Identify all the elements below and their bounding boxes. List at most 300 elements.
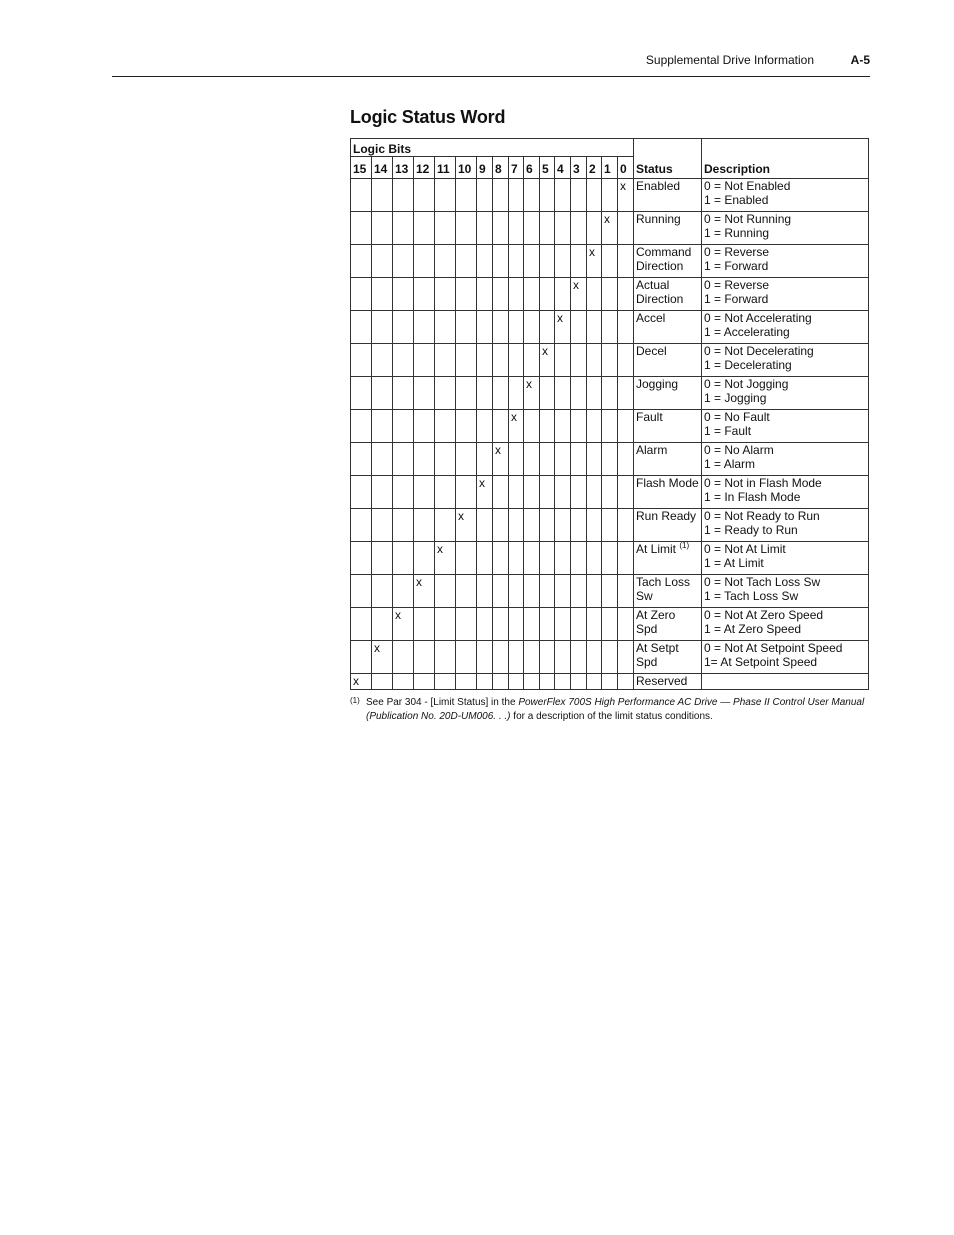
- bit-cell-7: [509, 278, 524, 311]
- bit-cell-15: [351, 344, 372, 377]
- bit-cell-4: [555, 179, 571, 212]
- bit-cell-3: [571, 476, 587, 509]
- description-line: 0 = Not Ready to Run: [704, 509, 820, 523]
- bit-mark: x: [372, 641, 393, 674]
- bit-cell-13: [393, 179, 414, 212]
- bit-cell-11: [435, 410, 456, 443]
- bit-cell-7: [509, 674, 524, 690]
- bit-cell-1: [602, 179, 618, 212]
- table-row: [351, 443, 869, 476]
- bit-cell-9: [477, 179, 493, 212]
- status-label: Jogging: [636, 377, 679, 391]
- bit-cell-7: [509, 509, 524, 542]
- bit-cell-4: [555, 509, 571, 542]
- bit-cell-0: [618, 443, 634, 476]
- bit-cell-9: [477, 608, 493, 641]
- bit-header-15: 15: [351, 157, 372, 179]
- bit-cell-1: [602, 476, 618, 509]
- bit-cell-15: [351, 641, 372, 674]
- table-row: [351, 674, 869, 690]
- bit-header-0: 0: [618, 157, 634, 179]
- bit-cell-8: [493, 245, 509, 278]
- status-label: Accel: [636, 311, 666, 325]
- status-cell: [634, 476, 702, 509]
- bit-cell-13: [393, 674, 414, 690]
- bit-cell-8: [493, 344, 509, 377]
- bit-cell-12: [414, 377, 435, 410]
- bit-header-8: 8: [493, 157, 509, 179]
- bit-cell-11: [435, 245, 456, 278]
- description-cell: [702, 344, 869, 377]
- bit-cell-1: [602, 344, 618, 377]
- bit-cell-13: [393, 278, 414, 311]
- bit-cell-0: [618, 344, 634, 377]
- bit-cell-1: [602, 443, 618, 476]
- table-row: [351, 641, 869, 674]
- description-cell: [702, 245, 869, 278]
- bit-cell-7: [509, 542, 524, 575]
- logic-status-table: [350, 138, 869, 690]
- bit-cell-1: [602, 575, 618, 608]
- bit-header-6: 6: [524, 157, 540, 179]
- bit-cell-10: [456, 641, 477, 674]
- bit-cell-6: [524, 278, 540, 311]
- bit-cell-7: [509, 212, 524, 245]
- bit-cell-9: [477, 509, 493, 542]
- bit-cell-12: [414, 608, 435, 641]
- description-line: 0 = Not Running: [704, 212, 792, 226]
- description-cell: [702, 542, 869, 575]
- bit-cell-7: [509, 344, 524, 377]
- bit-cell-3: [571, 542, 587, 575]
- bit-cell-5: [540, 443, 555, 476]
- bit-cell-5: [540, 179, 555, 212]
- bit-cell-2: [587, 476, 602, 509]
- bit-cell-6: [524, 179, 540, 212]
- bit-cell-6: [524, 542, 540, 575]
- bit-cell-1: [602, 608, 618, 641]
- bit-cell-9: [477, 674, 493, 690]
- footnote-manual-title: PowerFlex 700S High Performance AC Drive — Phase II Control User Manual (Publication No. 20D-UM006. . .): [366, 697, 865, 722]
- bit-cell-13: [393, 311, 414, 344]
- bit-mark: x: [435, 542, 456, 575]
- description-line: 0 = Not in Flash Mode: [704, 476, 822, 490]
- description-header: Description: [702, 157, 869, 179]
- bit-cell-9: [477, 542, 493, 575]
- bit-cell-8: [493, 509, 509, 542]
- bit-cell-2: [587, 608, 602, 641]
- table-row: [351, 179, 869, 212]
- footnote-ref: (1): [679, 541, 690, 550]
- bit-cell-0: [618, 410, 634, 443]
- bit-cell-11: [435, 476, 456, 509]
- bit-header-9: 9: [477, 157, 493, 179]
- description-line: 0 = Not Enabled: [704, 179, 791, 193]
- bit-cell-15: [351, 278, 372, 311]
- bit-cell-9: [477, 311, 493, 344]
- footnote-text-after: for a description of the limit status conditions.: [510, 711, 713, 722]
- description-cell: [702, 377, 869, 410]
- bit-cell-4: [555, 377, 571, 410]
- status-label: Tach Loss Sw: [636, 575, 691, 603]
- bit-cell-10: [456, 344, 477, 377]
- status-cell: [634, 344, 702, 377]
- bit-cell-12: [414, 212, 435, 245]
- bit-cell-10: [456, 443, 477, 476]
- status-label: Actual Direction: [636, 278, 684, 306]
- description-cell: [702, 674, 869, 690]
- bit-cell-0: [618, 476, 634, 509]
- description-cell: [702, 575, 869, 608]
- bit-cell-3: [571, 344, 587, 377]
- description-cell: [702, 476, 869, 509]
- bit-cell-13: [393, 212, 414, 245]
- bit-cell-12: [414, 344, 435, 377]
- bit-cell-5: [540, 542, 555, 575]
- bit-cell-14: [372, 575, 393, 608]
- table-row: [351, 509, 869, 542]
- table-row: [351, 344, 869, 377]
- description-line: 1 = Tach Loss Sw: [704, 589, 799, 603]
- bit-cell-2: [587, 641, 602, 674]
- bit-cell-14: [372, 377, 393, 410]
- bit-cell-13: [393, 641, 414, 674]
- bit-cell-10: [456, 245, 477, 278]
- status-cell: [634, 245, 702, 278]
- bit-cell-15: [351, 575, 372, 608]
- bit-cell-13: [393, 377, 414, 410]
- bit-cell-4: [555, 278, 571, 311]
- description-cell: [702, 509, 869, 542]
- bit-cell-0: [618, 278, 634, 311]
- status-cell: [634, 410, 702, 443]
- bit-header-4: 4: [555, 157, 571, 179]
- bit-cell-5: [540, 575, 555, 608]
- description-line: 1 = Forward: [704, 259, 769, 273]
- header-divider: [112, 76, 870, 77]
- bit-cell-1: [602, 278, 618, 311]
- description-line: 0 = Reverse: [704, 245, 770, 259]
- bit-cell-11: [435, 311, 456, 344]
- bit-cell-14: [372, 476, 393, 509]
- bit-mark: x: [456, 509, 477, 542]
- bit-cell-9: [477, 443, 493, 476]
- bit-cell-7: [509, 245, 524, 278]
- bit-cell-15: [351, 476, 372, 509]
- bit-cell-13: [393, 443, 414, 476]
- bit-cell-15: [351, 509, 372, 542]
- bit-cell-6: [524, 476, 540, 509]
- table-row: [351, 476, 869, 509]
- status-cell: [634, 377, 702, 410]
- bit-cell-6: [524, 311, 540, 344]
- bit-cell-2: [587, 443, 602, 476]
- table-row: [351, 608, 869, 641]
- bit-cell-8: [493, 608, 509, 641]
- description-line: 0 = Not Decelerating: [704, 344, 814, 358]
- bit-cell-5: [540, 377, 555, 410]
- description-line: 1 = Accelerating: [704, 325, 790, 339]
- bit-cell-14: [372, 278, 393, 311]
- status-label: Fault: [636, 410, 663, 424]
- bit-cell-12: [414, 245, 435, 278]
- status-label: Flash Mode: [636, 476, 699, 490]
- description-line: 1 = At Limit: [704, 556, 764, 570]
- bit-header-3: 3: [571, 157, 587, 179]
- bit-cell-0: [618, 377, 634, 410]
- bit-header-11: 11: [435, 157, 456, 179]
- bit-cell-6: [524, 509, 540, 542]
- bit-cell-2: [587, 278, 602, 311]
- bit-cell-11: [435, 377, 456, 410]
- bit-cell-3: [571, 443, 587, 476]
- bit-header-14: 14: [372, 157, 393, 179]
- bit-cell-7: [509, 377, 524, 410]
- bit-cell-8: [493, 575, 509, 608]
- bit-cell-11: [435, 344, 456, 377]
- bit-cell-4: [555, 443, 571, 476]
- bit-cell-1: [602, 641, 618, 674]
- footnote: [350, 696, 880, 724]
- bit-cell-0: [618, 575, 634, 608]
- bit-cell-0: [618, 674, 634, 690]
- bit-cell-6: [524, 674, 540, 690]
- bit-cell-15: [351, 311, 372, 344]
- bit-mark: x: [477, 476, 493, 509]
- bit-cell-1: [602, 377, 618, 410]
- bit-cell-5: [540, 608, 555, 641]
- bit-cell-8: [493, 542, 509, 575]
- bit-cell-14: [372, 410, 393, 443]
- bit-cell-3: [571, 311, 587, 344]
- bit-mark: x: [524, 377, 540, 410]
- description-cell: [702, 410, 869, 443]
- bit-cell-12: [414, 476, 435, 509]
- bit-cell-7: [509, 476, 524, 509]
- table-row: [351, 410, 869, 443]
- bit-cell-13: [393, 509, 414, 542]
- bit-cell-3: [571, 641, 587, 674]
- bit-cell-0: [618, 509, 634, 542]
- bit-mark: x: [602, 212, 618, 245]
- bit-cell-12: [414, 410, 435, 443]
- status-cell: [634, 608, 702, 641]
- table-row: [351, 377, 869, 410]
- bit-cell-2: [587, 575, 602, 608]
- bit-cell-6: [524, 212, 540, 245]
- bit-cell-4: [555, 542, 571, 575]
- description-cell: [702, 278, 869, 311]
- description-line: 1 = Jogging: [704, 391, 767, 405]
- bit-cell-13: [393, 245, 414, 278]
- status-cell: [634, 311, 702, 344]
- bit-cell-11: [435, 179, 456, 212]
- bit-cell-1: [602, 509, 618, 542]
- bit-header-7: 7: [509, 157, 524, 179]
- bit-cell-2: [587, 410, 602, 443]
- description-line: 1 = Enabled: [704, 193, 769, 207]
- bit-cell-15: [351, 179, 372, 212]
- bit-cell-3: [571, 674, 587, 690]
- bit-header-10: 10: [456, 157, 477, 179]
- bit-header-12: 12: [414, 157, 435, 179]
- bit-cell-7: [509, 443, 524, 476]
- status-cell: [634, 443, 702, 476]
- status-label: Reserved: [636, 674, 688, 688]
- table-row: [351, 212, 869, 245]
- description-header-top: [702, 139, 869, 157]
- bit-cell-0: [618, 542, 634, 575]
- bit-cell-2: [587, 542, 602, 575]
- bit-mark: x: [571, 278, 587, 311]
- bit-cell-14: [372, 443, 393, 476]
- status-cell: [634, 674, 702, 690]
- bit-cell-10: [456, 575, 477, 608]
- bit-cell-4: [555, 476, 571, 509]
- bit-cell-15: [351, 608, 372, 641]
- bit-cell-5: [540, 641, 555, 674]
- status-cell: [634, 575, 702, 608]
- description-cell: [702, 179, 869, 212]
- bit-cell-14: [372, 608, 393, 641]
- logic-bits-header: Logic Bits: [351, 139, 634, 157]
- bit-header-13: 13: [393, 157, 414, 179]
- bit-cell-3: [571, 575, 587, 608]
- bit-cell-4: [555, 212, 571, 245]
- description-cell: [702, 212, 869, 245]
- bit-cell-9: [477, 245, 493, 278]
- bit-cell-4: [555, 641, 571, 674]
- description-line: 0 = Not Tach Loss Sw: [704, 575, 821, 589]
- description-line: 0 = Reverse: [704, 278, 770, 292]
- bit-cell-2: [587, 674, 602, 690]
- bit-cell-7: [509, 575, 524, 608]
- bit-cell-0: [618, 608, 634, 641]
- bit-cell-9: [477, 575, 493, 608]
- description-line: 1 = Forward: [704, 292, 769, 306]
- description-cell: [702, 641, 869, 674]
- bit-cell-13: [393, 476, 414, 509]
- bit-cell-12: [414, 641, 435, 674]
- bit-cell-3: [571, 377, 587, 410]
- bit-cell-10: [456, 410, 477, 443]
- description-line: 1= At Setpoint Speed: [704, 655, 818, 669]
- bit-cell-5: [540, 311, 555, 344]
- bit-mark: x: [618, 179, 634, 212]
- bit-cell-2: [587, 179, 602, 212]
- bit-cell-3: [571, 212, 587, 245]
- bit-cell-10: [456, 179, 477, 212]
- bit-cell-10: [456, 311, 477, 344]
- bit-cell-1: [602, 245, 618, 278]
- bit-cell-10: [456, 674, 477, 690]
- bit-cell-10: [456, 377, 477, 410]
- bit-cell-5: [540, 410, 555, 443]
- bit-mark: x: [351, 674, 372, 690]
- status-header: Status: [634, 157, 702, 179]
- bit-cell-7: [509, 179, 524, 212]
- bit-cell-2: [587, 344, 602, 377]
- bit-cell-5: [540, 674, 555, 690]
- bit-cell-6: [524, 641, 540, 674]
- bit-cell-8: [493, 212, 509, 245]
- footnote-mark: (1): [350, 696, 360, 705]
- bit-cell-2: [587, 377, 602, 410]
- bit-header-2: 2: [587, 157, 602, 179]
- bit-cell-10: [456, 476, 477, 509]
- bit-mark: x: [414, 575, 435, 608]
- bit-cell-7: [509, 641, 524, 674]
- bit-cell-6: [524, 608, 540, 641]
- bit-cell-12: [414, 311, 435, 344]
- bit-cell-11: [435, 674, 456, 690]
- status-header-top: [634, 139, 702, 157]
- bit-cell-1: [602, 674, 618, 690]
- bit-cell-15: [351, 542, 372, 575]
- bit-cell-8: [493, 377, 509, 410]
- bit-cell-0: [618, 212, 634, 245]
- status-label: Running: [636, 212, 681, 226]
- bit-cell-14: [372, 674, 393, 690]
- footnote-text-before: See Par 304 - [Limit Status] in the: [366, 697, 519, 708]
- bit-cell-12: [414, 179, 435, 212]
- bit-cell-11: [435, 575, 456, 608]
- bit-cell-4: [555, 575, 571, 608]
- bit-cell-12: [414, 278, 435, 311]
- description-line: 0 = No Fault: [704, 410, 770, 424]
- description-line: 0 = No Alarm: [704, 443, 774, 457]
- bit-cell-3: [571, 245, 587, 278]
- bit-cell-9: [477, 641, 493, 674]
- description-line: 0 = Not At Limit: [704, 542, 786, 556]
- bit-cell-6: [524, 575, 540, 608]
- bit-cell-15: [351, 443, 372, 476]
- bit-cell-12: [414, 542, 435, 575]
- bit-cell-12: [414, 509, 435, 542]
- bit-cell-5: [540, 476, 555, 509]
- bit-cell-8: [493, 278, 509, 311]
- status-cell: [634, 179, 702, 212]
- bit-cell-9: [477, 212, 493, 245]
- table-row: [351, 575, 869, 608]
- status-label: At Zero Spd: [636, 608, 676, 636]
- bit-cell-2: [587, 311, 602, 344]
- bit-cell-11: [435, 212, 456, 245]
- bit-cell-11: [435, 278, 456, 311]
- status-label: Decel: [636, 344, 667, 358]
- status-label: Alarm: [636, 443, 668, 457]
- bit-cell-14: [372, 344, 393, 377]
- bit-cell-5: [540, 509, 555, 542]
- description-cell: [702, 311, 869, 344]
- table-row: [351, 278, 869, 311]
- running-header-title: Supplemental Drive Information: [645, 53, 814, 67]
- bit-cell-14: [372, 311, 393, 344]
- bit-cell-14: [372, 542, 393, 575]
- bit-cell-4: [555, 245, 571, 278]
- bit-cell-13: [393, 410, 414, 443]
- bit-cell-1: [602, 542, 618, 575]
- bit-cell-3: [571, 179, 587, 212]
- description-cell: [702, 443, 869, 476]
- bit-cell-10: [456, 542, 477, 575]
- status-label: At Setpt Spd: [636, 641, 679, 669]
- bit-mark: x: [587, 245, 602, 278]
- bit-cell-6: [524, 443, 540, 476]
- bit-header-1: 1: [602, 157, 618, 179]
- status-label: Enabled: [636, 179, 681, 193]
- status-cell: [634, 509, 702, 542]
